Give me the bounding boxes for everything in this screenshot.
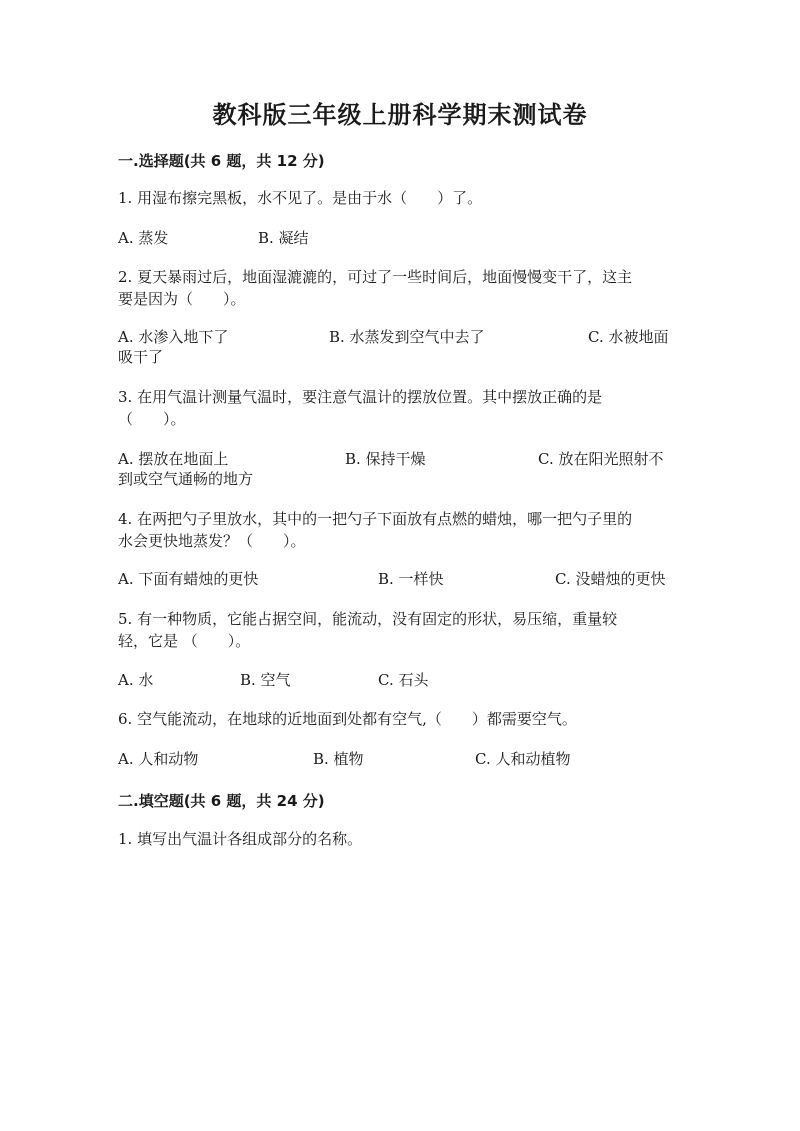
- question-2-line-1: 2. 夏天暴雨过后，地面湿漉漉的，可过了一些时间后，地面慢慢变干了，这主: [118, 268, 633, 286]
- option-c: C. 水被地面: [588, 328, 669, 346]
- question-2-stem: [118, 266, 678, 310]
- page-title: 教科版三年级上册科学期末测试卷: [212, 101, 588, 129]
- section-heading-choice: 一.选择题(共 6 题，共 12 分): [118, 152, 325, 170]
- option-a: A. 水渗入地下了: [118, 328, 229, 346]
- option-c: C. 没蜡烛的更快: [555, 570, 666, 588]
- question-1-stem: 1. 用湿布擦完黑板，水不见了。是由于水（ ）了。: [118, 189, 483, 207]
- question-2-options: [118, 326, 678, 348]
- option-b: B. 空气: [240, 671, 291, 689]
- question-3-option-wrap: 到或空气通畅的地方: [118, 470, 254, 488]
- option-c: C. 人和动植物: [475, 750, 571, 768]
- option-b: B. 一样快: [378, 570, 444, 588]
- option-b: B. 凝结: [258, 229, 309, 247]
- option-a: A. 下面有蜡烛的更快: [118, 570, 259, 588]
- question-4-stem: [118, 508, 678, 552]
- question-3-line-2: （ ）。: [118, 410, 186, 428]
- question-3-options: [118, 448, 678, 470]
- option-a: A. 摆放在地面上: [118, 450, 229, 468]
- question-4-options: [118, 568, 678, 590]
- section-heading-fill-in: 二.填空题(共 6 题，共 24 分): [118, 792, 325, 810]
- question-3-stem: [118, 386, 678, 430]
- option-a: A. 蒸发: [118, 229, 169, 247]
- question-1-options: [118, 227, 678, 249]
- question-5-options: [118, 669, 678, 691]
- option-a: A. 水: [118, 671, 154, 689]
- question-2-line-2: 要是因为（ ）。: [118, 290, 246, 308]
- question-3-line-1: 3. 在用气温计测量气温时，要注意气温计的摆放位置。其中摆放正确的是: [118, 388, 603, 406]
- option-c: C. 放在阳光照射不: [538, 450, 664, 468]
- option-b: B. 保持干燥: [345, 450, 426, 468]
- fill-question-1-stem: 1. 填写出气温计各组成部分的名称。: [118, 830, 363, 848]
- option-b: B. 水蒸发到空气中去了: [329, 328, 485, 346]
- question-6-stem: 6. 空气能流动，在地球的近地面到处都有空气,（ ）都需要空气。: [118, 710, 577, 728]
- question-6-options: [118, 748, 678, 770]
- question-5-line-1: 5. 有一种物质，它能占据空间，能流动，没有固定的形状，易压缩，重量较: [118, 610, 618, 628]
- option-b: B. 植物: [313, 750, 364, 768]
- question-4-line-2: 水会更快地蒸发？（ ）。: [118, 532, 306, 550]
- question-4-line-1: 4. 在两把勺子里放水，其中的一把勺子下面放有点燃的蜡烛，哪一把勺子里的: [118, 510, 633, 528]
- option-c: C. 石头: [378, 671, 429, 689]
- question-5-stem: [118, 608, 678, 652]
- option-a: A. 人和动物: [118, 750, 199, 768]
- question-5-line-2: 轻，它是 （ ）。: [118, 632, 251, 650]
- question-2-option-wrap: 吸干了: [118, 348, 164, 366]
